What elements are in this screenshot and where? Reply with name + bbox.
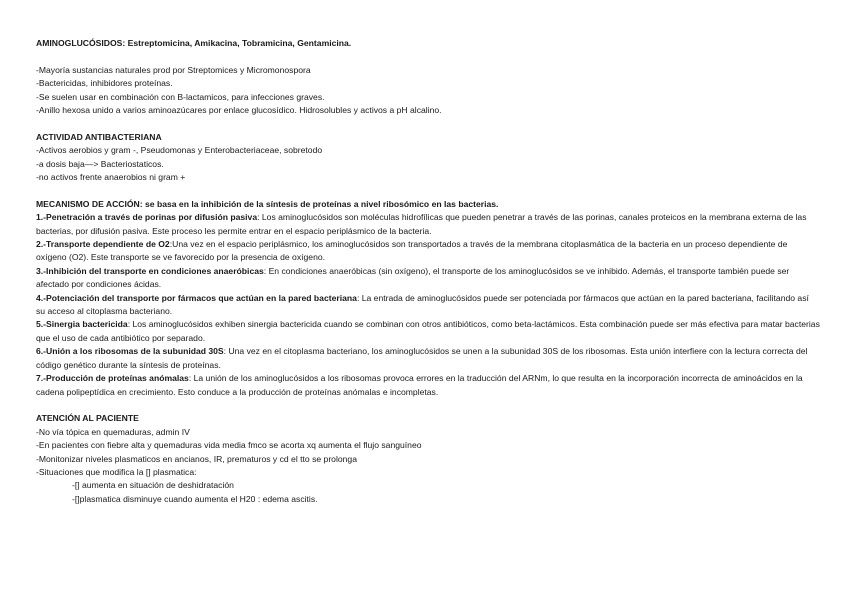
intro-line: -Mayoría sustancias naturales prod por Streptomices y Micromonospora bbox=[36, 64, 311, 75]
atencion-line: -Monitonizar niveles plasmaticos en ancianos, IR, prematuros y cd el tto se prolonga bbox=[36, 453, 357, 464]
spacer bbox=[36, 184, 820, 197]
mecanismo-item-title: 1.-Penetración a través de porinas por difusión pasiva bbox=[36, 212, 258, 223]
mecanismo-item-text: : La unión de los aminoglucósidos a los ribosomas provoca errores en la traducción del ARNm, lo que resulta en la incorporación incorrecta de aminoácidos en la cadena polipeptídica en crecimiento. Esto conduce a la producción de proteínas anómalas e incompletas. bbox=[36, 373, 803, 397]
mecanismo-item-text: : Los aminoglucósidos son moléculas hidrofílicas que pueden penetrar a través de las porinas, canales proteicos en la membrana externa de las bacterias, por difusión pasiva. Este proceso les permite entrar en el espacio periplásmico de la bacteria. bbox=[36, 212, 807, 236]
atencion-sub-line: -[]plasmatica disminuye cuando aumenta el H20 : edema ascitis. bbox=[72, 493, 318, 504]
document-title bbox=[36, 37, 820, 50]
atencion-line: -No vía tópica en quemaduras, admin IV bbox=[36, 426, 190, 437]
mecanismo-item-text: : En condiciones anaeróbicas (sin oxígeno), el transporte de los aminoglucósidos se ve inhibido. Además, el transporte también puede ser afectado por condiciones ácidas. bbox=[36, 265, 790, 290]
spacer bbox=[36, 399, 820, 412]
mecanismo-item bbox=[36, 265, 820, 292]
mecanismo-item-text: : La entrada de aminoglucósidos puede ser potenciada por fármacos que actúan en la pared bacteriana, facilitando así su acceso al citoplasma bacteriano. bbox=[36, 292, 809, 317]
title-label: AMINOGLUCÓSIDOS bbox=[36, 38, 123, 48]
intro-line: -Anillo hexosa unido a varios aminoazúcares por enlace glucosídico. Hidrosolubles y activos a pH alcalino. bbox=[36, 105, 442, 116]
mecanismo-heading bbox=[36, 198, 820, 211]
mecanismo-heading-rest: : se basa en la inhibición de la síntesis de proteínas a nivel ribosómico en las bacterias. bbox=[139, 198, 499, 209]
atencion-heading: ATENCIÓN AL PACIENTE bbox=[36, 413, 139, 424]
atencion-line: -Situaciones que modifica la [] plasmatica: bbox=[36, 466, 197, 477]
spacer bbox=[36, 50, 820, 63]
mecanismo-heading-label: MECANISMO DE ACCIÓN bbox=[36, 198, 140, 209]
intro-line: -Se suelen usar en combinación con B-lactamicos, para infecciones graves. bbox=[36, 91, 325, 102]
mecanismo-item-title: 7.-Producción de proteínas anómalas bbox=[36, 373, 189, 384]
mecanismo-item bbox=[36, 372, 820, 399]
mecanismo-item bbox=[36, 211, 820, 238]
actividad-heading: ACTIVIDAD ANTIBACTERIANA bbox=[36, 131, 162, 142]
mecanismo-item bbox=[36, 318, 820, 345]
atencion-line: -En pacientes con fiebre alta y quemaduras vida media fmco se acorta xq aumenta el flujo sanguíneo bbox=[36, 440, 422, 451]
mecanismo-item bbox=[36, 292, 820, 319]
mecanismo-item-title: 5.-Sinergia bactericida bbox=[36, 319, 128, 330]
spacer bbox=[36, 117, 820, 130]
actividad-line: -no activos frente anaerobios ni gram + bbox=[36, 172, 186, 183]
title-drug-list: : Estreptomicina, Amikacina, Tobramicina, Gentamicina. bbox=[122, 38, 352, 48]
mecanismo-item-title: 3.-Inhibición del transporte en condiciones anaeróbicas bbox=[36, 265, 264, 276]
mecanismo-item-text: :Una vez en el espacio periplásmico, los aminoglucósidos son transportados a través de la membrana citoplasmática de la bacteria en un proceso dependiente de oxígeno (O2). Este transporte se ve favorecido por la presencia de oxígeno. bbox=[36, 239, 788, 263]
mecanismo-item-text: : Los aminoglucósidos exhiben sinergia bactericida cuando se combinan con otros antibióticos, como beta-lactámicos. Esta combinación puede ser más efectiva para matar bacterias que el uso de cada antibiótico por separado. bbox=[36, 319, 820, 343]
mecanismo-item-title: 4.-Potenciación del transporte por fármacos que actúan en la pared bacteriana bbox=[36, 292, 357, 303]
mecanismo-item-title: 2.-Transporte dependiente de O2 bbox=[36, 239, 170, 250]
intro-line: -Bactericidas, inhibidores proteínas. bbox=[36, 78, 173, 89]
mecanismo-item-text: : Una vez en el citoplasma bacteriano, los aminoglucósidos se unen a la subunidad 30S de los ribosomas. Esta unión interfiere con la lectura correcta del código genético durante la síntesis de proteínas. bbox=[36, 346, 808, 370]
mecanismo-item bbox=[36, 238, 820, 265]
mecanismo-item-title: 6.-Unión a los ribosomas de la subunidad 30S bbox=[36, 346, 224, 357]
atencion-sub-line: -[] aumenta en situación de deshidratación bbox=[72, 480, 234, 491]
mecanismo-item bbox=[36, 345, 820, 372]
actividad-line: -Activos aerobios y gram -, Pseudomonas y Enterobacteriaceae, sobretodo bbox=[36, 145, 323, 156]
actividad-line: -a dosis baja—> Bacteriostaticos. bbox=[36, 158, 164, 169]
